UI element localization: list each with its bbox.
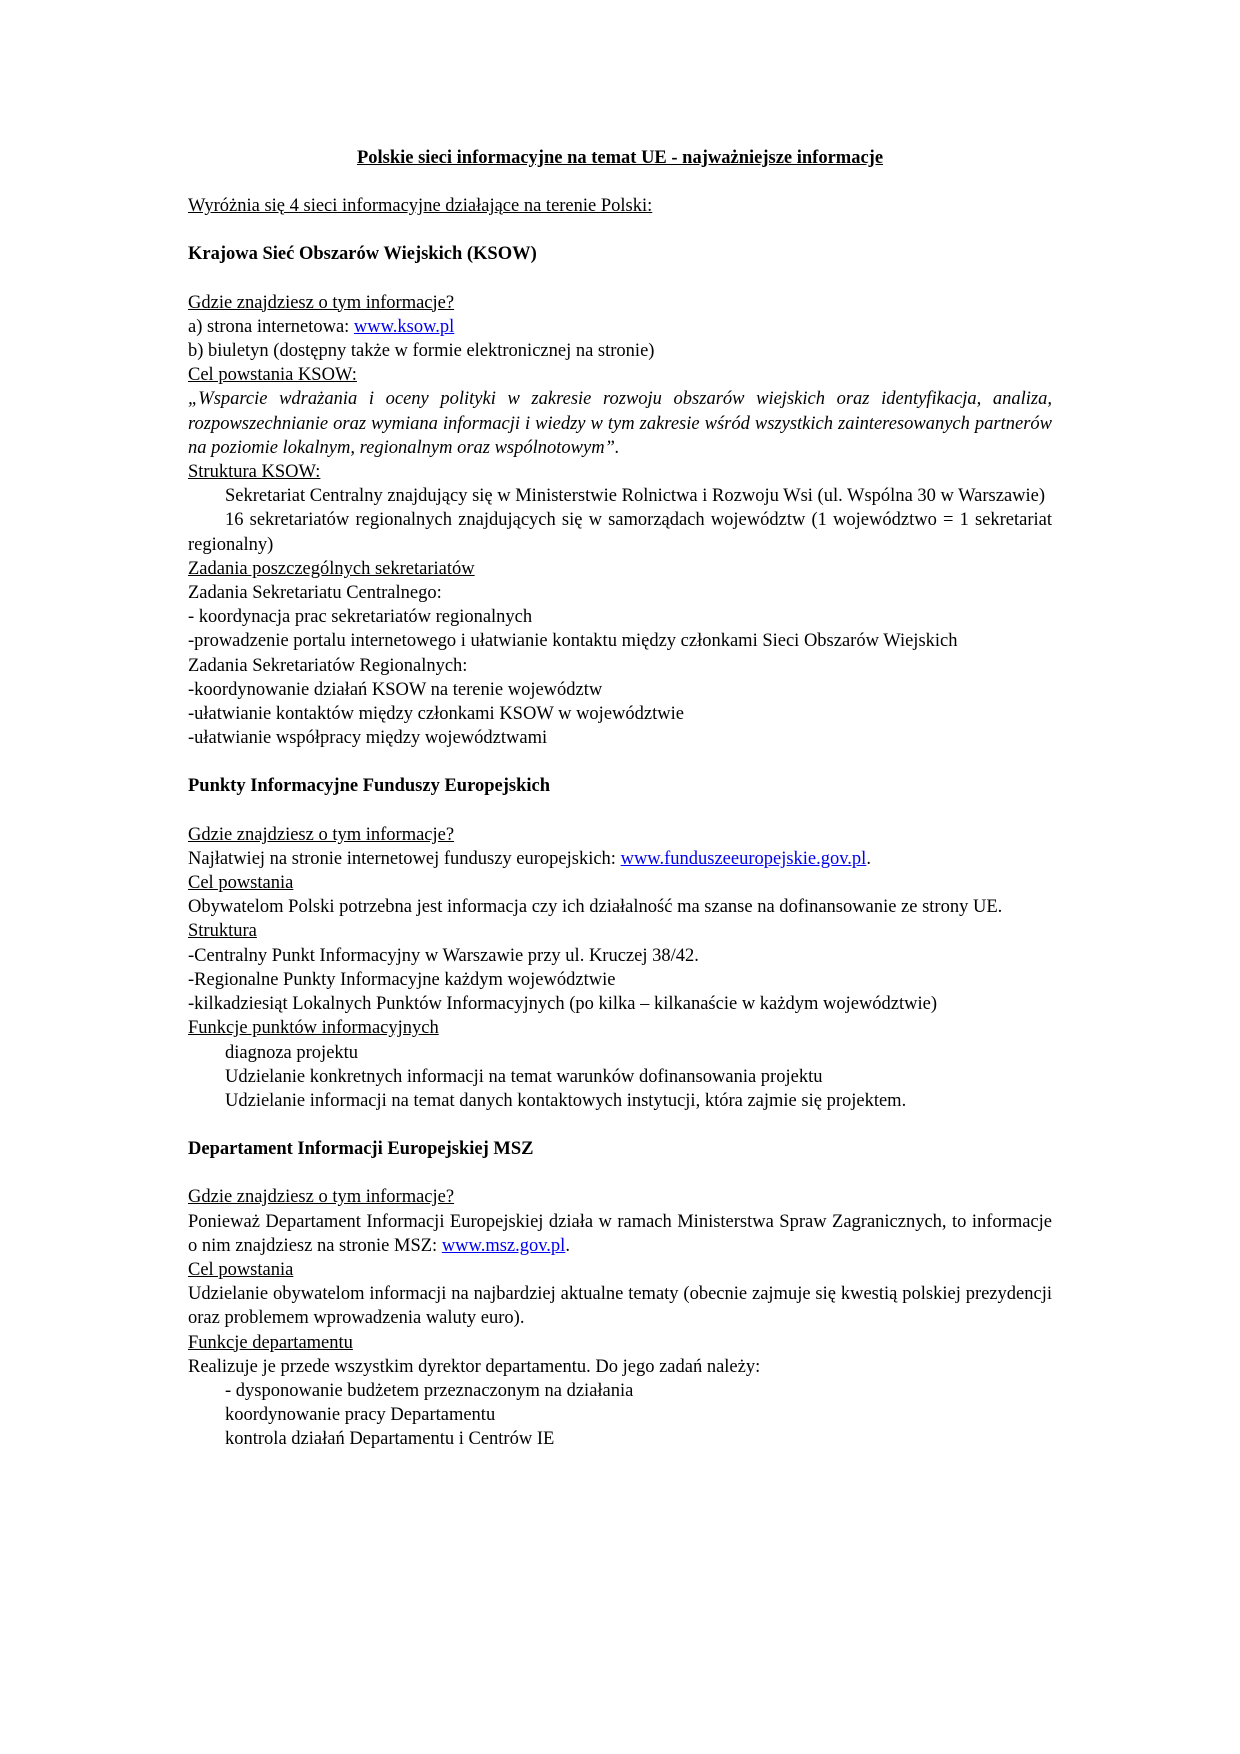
ksow-tasks-heading: Zadania poszczególnych sekretariatów <box>188 558 475 579</box>
pife-heading: Punkty Informacyjne Funduszy Europejskich <box>188 776 551 797</box>
ksow-tasks-central-item: -prowadzenie portalu internetowego i ułatwianie kontaktu między członkami Sieci Obszarów Wiejskich <box>188 631 958 652</box>
msz-functions-intro: Realizuje je przede wszystkim dyrektor departamentu. Do jego zadań należy: <box>188 1356 761 1377</box>
ksow-where-b: b) biuletyn (dostępny także w formie elektronicznej na stronie) <box>188 341 655 362</box>
msz-where-text <box>188 1210 1052 1258</box>
msz-functions-heading: Funkcje departamentu <box>188 1332 353 1353</box>
msz-heading: Departament Informacji Europejskiej MSZ <box>188 1139 534 1160</box>
pife-structure-heading: Struktura <box>188 921 257 942</box>
ksow-goal-text: „Wsparcie wdrażania i oceny polityki w zakresie rozwoju obszarów wiejskich oraz identyfikacja, analiza, rozpowszechnianie oraz wymiana informacji i wiedzy w tym zakresie wśród wszystkich zainteresowanych partnerów na poziomie lokalnym, regionalnym oraz wspólnotowym”. <box>188 389 1052 458</box>
pife-link[interactable]: www.funduszeeuropejskie.gov.pl <box>620 848 867 869</box>
ksow-tasks-central-item: - koordynacja prac sekretariatów regionalnych <box>188 607 533 628</box>
pife-where-suffix: . <box>866 848 871 869</box>
document-page <box>188 146 1052 1452</box>
ksow-where-question: Gdzie znajdziesz o tym informacje? <box>188 292 455 313</box>
ksow-structure-item: Sekretariat Centralny znajdujący się w Ministerstwie Rolnictwa i Rozwoju Wsi (ul. Wspólna 30 w Warszawie) <box>225 486 1046 507</box>
document-title: Polskie sieci informacyjne na temat UE - najważniejsze informacje <box>356 148 884 168</box>
pife-structure-item: -Centralny Punkt Informacyjny w Warszawie przy ul. Kruczej 38/42. <box>188 945 699 966</box>
ksow-goal-heading: Cel powstania KSOW: <box>188 365 357 386</box>
msz-where-question: Gdzie znajdziesz o tym informacje? <box>188 1187 455 1208</box>
msz-function-item: - dysponowanie budżetem przeznaczonym na działania <box>225 1380 634 1401</box>
pife-where-text <box>188 847 1052 871</box>
ksow-heading: Krajowa Sieć Obszarów Wiejskich (KSOW) <box>188 244 537 265</box>
msz-link[interactable]: www.msz.gov.pl <box>441 1235 566 1256</box>
pife-where-question: Gdzie znajdziesz o tym informacje? <box>188 824 455 845</box>
pife-functions-heading: Funkcje punktów informacyjnych <box>188 1018 439 1039</box>
pife-where-prefix: Najłatwiej na stronie internetowej funduszy europejskich: <box>188 848 621 869</box>
msz-goal-text: Udzielanie obywatelom informacji na najbardziej aktualne tematy (obecnie zajmuje się kwestią polskiej prezydencji oraz problemem wprowadzenia waluty euro). <box>188 1284 1052 1329</box>
msz-function-item: koordynowanie pracy Departamentu <box>225 1405 496 1426</box>
msz-where-prefix: Ponieważ Departament Informacji Europejskiej działa w ramach Ministerstwa Spraw Zagranicznych, to informacje o nim znajdziesz na stronie MSZ: <box>188 1211 1052 1256</box>
ksow-tasks-regional-item: -koordynowanie działań KSOW na terenie województw <box>188 679 603 700</box>
pife-function-item: Udzielanie konkretnych informacji na temat warunków dofinansowania projektu <box>225 1066 823 1087</box>
ksow-where-a <box>188 315 1052 339</box>
msz-function-item: kontrola działań Departamentu i Centrów IE <box>225 1429 555 1450</box>
ksow-tasks-regional-item: -ułatwianie kontaktów między członkami KSOW w województwie <box>188 704 684 725</box>
pife-goal-text: Obywatelom Polski potrzebna jest informacja czy ich działalność ma szanse na dofinansowanie ze strony UE. <box>188 897 1003 918</box>
msz-where-suffix: . <box>565 1235 570 1256</box>
pife-function-item: diagnoza projektu <box>225 1042 359 1063</box>
msz-goal-heading: Cel powstania <box>188 1259 294 1280</box>
ksow-tasks-regional-item: -ułatwianie współpracy między województwami <box>188 728 548 749</box>
ksow-tasks-regional-heading: Zadania Sekretariatów Regionalnych: <box>188 655 468 676</box>
ksow-tasks-central-heading: Zadania Sekretariatu Centralnego: <box>188 583 442 604</box>
intro-text: Wyróżnia się 4 sieci informacyjne działające na terenie Polski: <box>188 196 653 217</box>
ksow-link[interactable]: www.ksow.pl <box>353 316 455 337</box>
ksow-structure-heading: Struktura KSOW: <box>188 462 321 483</box>
ksow-where-a-prefix: a) strona internetowa: <box>188 316 354 337</box>
pife-structure-item: -Regionalne Punkty Informacyjne każdym województwie <box>188 969 616 990</box>
pife-goal-heading: Cel powstania <box>188 873 294 894</box>
pife-function-item: Udzielanie informacji na temat danych kontaktowych instytucji, która zajmie się projektem. <box>225 1090 907 1111</box>
ksow-structure-item: 16 sekretariatów regionalnych znajdujących się w samorządach województw (1 województwo = 1 sekretariat regionalny) <box>188 510 1052 555</box>
pife-structure-item: -kilkadziesiąt Lokalnych Punktów Informacyjnych (po kilka – kilkanaście w każdym województwie) <box>188 994 938 1015</box>
